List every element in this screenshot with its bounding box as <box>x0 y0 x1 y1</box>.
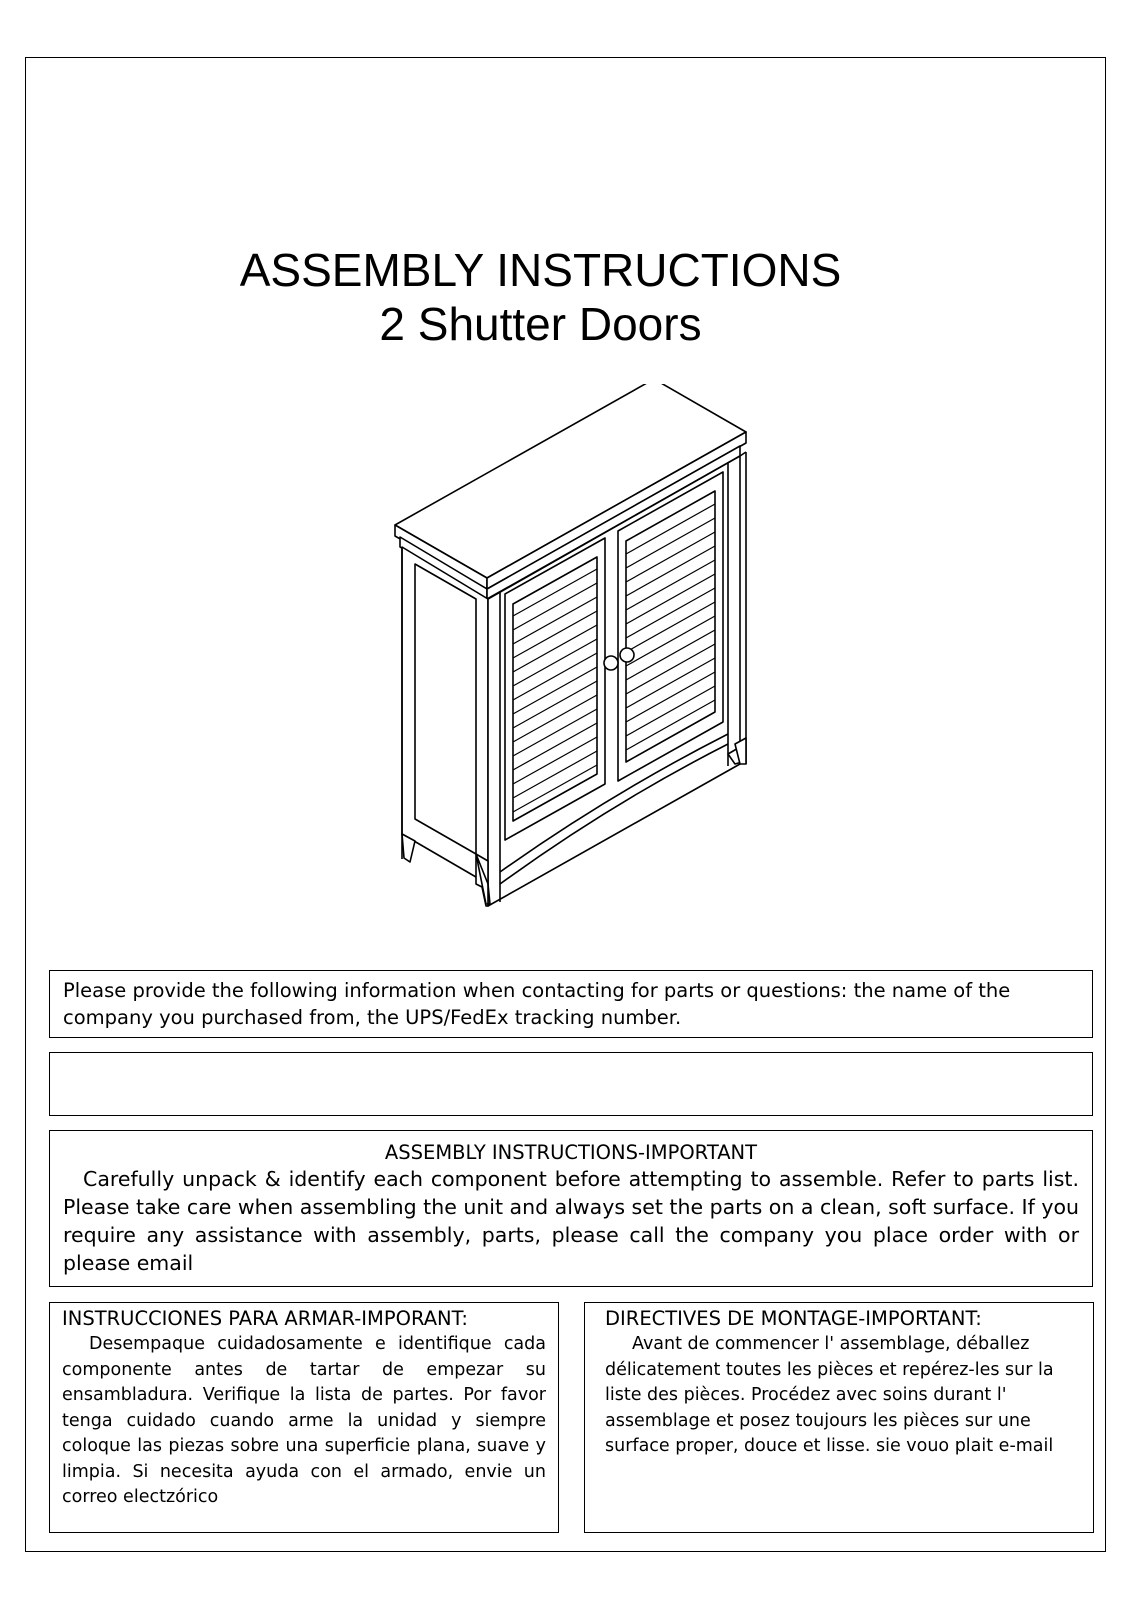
spanish-heading: INSTRUCCIONES PARA ARMAR-IMPORANT: <box>62 1307 468 1330</box>
blank-box <box>49 1052 1093 1116</box>
french-instructions-box <box>584 1302 1094 1533</box>
shutter-door-cabinet-icon <box>390 384 770 934</box>
spanish-instructions-box <box>49 1302 559 1533</box>
important-instructions-box <box>49 1130 1093 1287</box>
important-heading: ASSEMBLY INSTRUCTIONS-IMPORTANT <box>384 1141 758 1164</box>
french-heading: DIRECTIVES DE MONTAGE-IMPORTANT: <box>605 1307 982 1330</box>
spanish-body: Desempaque cuidadosamente e identifique cada componente antes de tartar de empezar su ensambladura. Verifique la lista de partes. Por favor tenga cuidado cuando arme la unidad y siempre coloque las piezas sobre una superficie plana, suave y limpia. Si necesita ayuda con el armado, envie un correo electzórico <box>62 1334 546 1507</box>
page-subtitle: 2 Shutter Doors <box>379 298 702 350</box>
french-body: Avant de commencer l' assemblage, déballez délicatement toutes les pièces et repérez-les sur la liste des pièces. Procédez avec soins durant l' assemblage et posez toujours les pièces sur une surface proper, douce et lisse. sie vouo plait e-mail <box>605 1334 1054 1456</box>
contact-info-note: Please provide the following information when contacting for parts or questions: the name of the company you purchased from, the UPS/FedEx tracking number. <box>49 970 1093 1038</box>
page-title: ASSEMBLY INSTRUCTIONS <box>239 244 842 296</box>
important-body: Carefully unpack & identify each component before attempting to assemble. Refer to parts list. Please take care when assembling the unit and always set the parts on a clean, soft surface. If you require any assistance with assembly, parts, please call the company you place order with or please email <box>63 1167 1079 1275</box>
